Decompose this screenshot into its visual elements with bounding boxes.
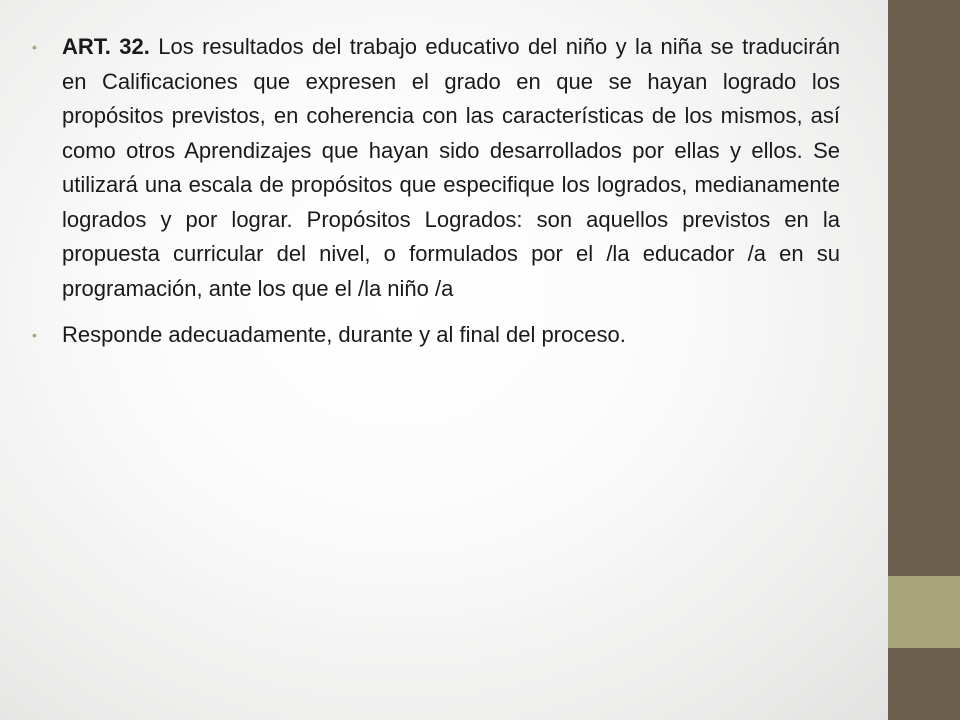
- article-number: ART. 32.: [62, 34, 150, 59]
- sidebar-band-middle: [888, 576, 960, 648]
- bullet-dot-icon: •: [32, 39, 37, 55]
- decorative-sidebar: [888, 0, 960, 720]
- article-text: Los resultados del trabajo educativo del niño y la niña se traducirán en Calificaciones que expresen el grado en que se hayan logrado los propósitos previstos, en coherencia con las características de los mismos, así como otros Aprendizajes que hayan sido desarrollados por ellas y ellos. Se utilizará una escala de propósitos que especifique los logrados, medianamente logrados y por lograr. Propósitos Logrados: son aquellos previstos en la propuesta curricular del nivel, o formulados por el /la educador /a en su programación, ante los que el /la niño /a: [62, 34, 840, 301]
- bullet-dot-icon: •: [32, 327, 37, 343]
- sidebar-band-bottom: [888, 648, 960, 720]
- sidebar-band-top: [888, 0, 960, 576]
- responde-text: Responde adecuadamente, durante y al final del proceso.: [62, 322, 626, 347]
- bullet-list: [30, 30, 840, 365]
- bullet-item-responde: [30, 318, 840, 353]
- bullet-item-article-32: [30, 30, 840, 306]
